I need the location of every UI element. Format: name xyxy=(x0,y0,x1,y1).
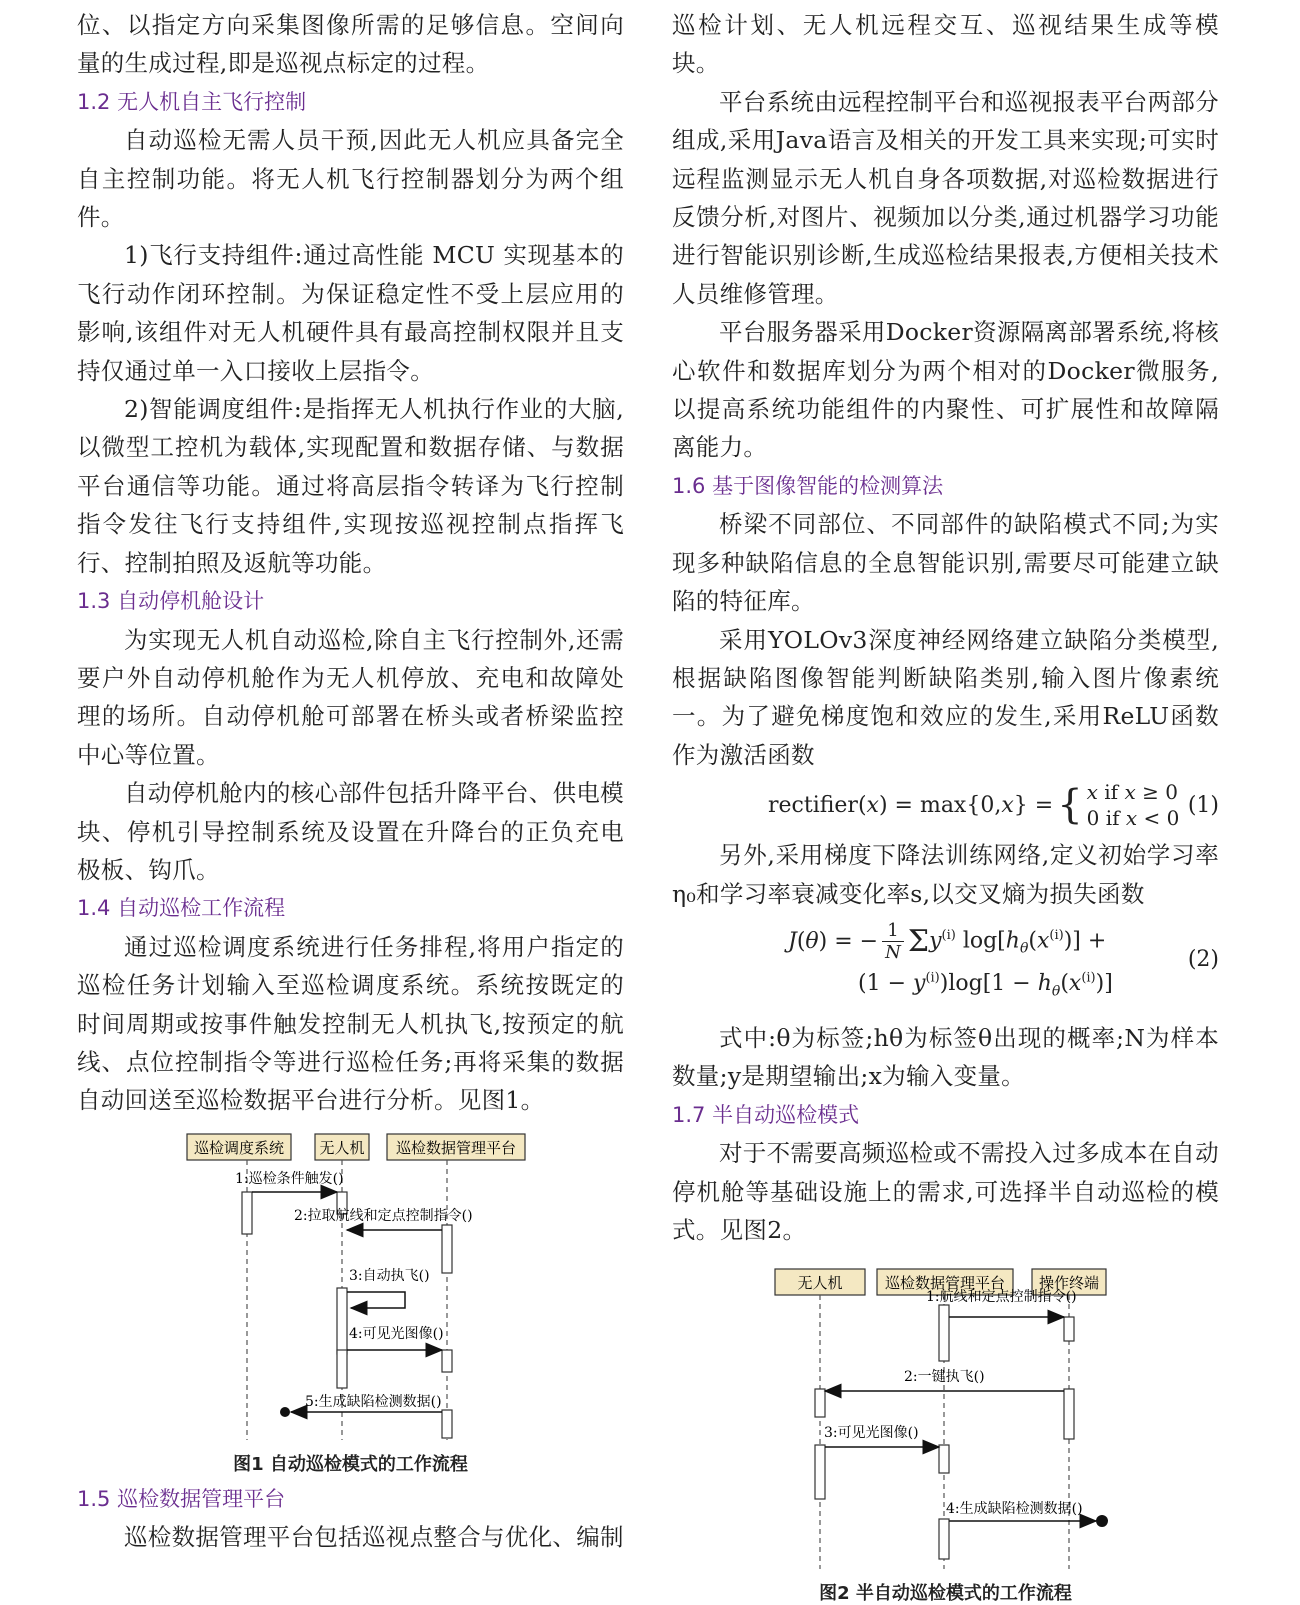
left-column xyxy=(77,0,624,1557)
activation-bar xyxy=(815,1389,825,1417)
paragraph: 自动巡检无需人员干预,因此无人机应具备完全自主控制功能。将无人机飞行控制器划分为两个组件。 xyxy=(77,126,624,232)
equation-1: rectifier(x) = max{0,x} = { x if x ≥ 0 0 if x < 0 (1) xyxy=(768,780,1219,831)
activation-bar xyxy=(337,1350,347,1388)
paragraph: 桥梁不同部位、不同部件的缺陷模式不同;为实现多种缺陷信息的全息智能识别,需要尽可能建立缺陷的特征库。 xyxy=(672,510,1219,616)
figure-1-caption: 图1 自动巡检模式的工作流程 xyxy=(233,1453,468,1475)
message-label: 1:巡检条件触发() xyxy=(235,1170,344,1187)
activation-bar xyxy=(442,1225,452,1273)
message-label: 1:航线和定点控制指令() xyxy=(926,1289,1077,1306)
message-label: 4:生成缺陷检测数据() xyxy=(946,1501,1083,1518)
message-label: 2:拉取航线和定点控制指令() xyxy=(294,1207,473,1224)
figure-2-sequence-diagram xyxy=(672,1249,1219,1579)
section-heading-1-6: 1.6 基于图像智能的检测算法 xyxy=(672,473,944,498)
figure-1-sequence-diagram xyxy=(77,1120,624,1450)
activation-bar xyxy=(442,1350,452,1372)
section-heading-1-4: 1.4 自动巡检工作流程 xyxy=(77,896,286,921)
message-arrow xyxy=(347,1292,405,1308)
activation-bar xyxy=(337,1288,347,1354)
lost-message-endpoint xyxy=(1096,1515,1108,1527)
paragraph: 位、以指定方向采集图像所需的足够信息。空间向量的生成过程,即是巡视点标定的过程。 xyxy=(77,11,624,78)
paragraph: 2)智能调度组件:是指挥无人机执行作业的大脑,以微型工控机为载体,实现配置和数据存储、与数据平台通信等功能。通过将高层指令转译为飞行控制指令发往飞行支持组件,实现按巡视控制点指挥飞行、控制拍照及返航等功能。 xyxy=(77,395,624,577)
message-label: 5:生成缺陷检测数据() xyxy=(305,1393,442,1410)
activation-bar xyxy=(1064,1389,1074,1439)
section-heading-1-5: 1.5 巡检数据管理平台 xyxy=(77,1486,286,1511)
activation-bar xyxy=(815,1445,825,1499)
paragraph: 采用YOLOv3深度神经网络建立缺陷分类模型,根据缺陷图像智能判断缺陷类别,输入图片像素统一。为了避免梯度饱和效应的发生,采用ReLU函数作为激活函数 xyxy=(672,625,1219,769)
actor-label: 巡检数据管理平台 xyxy=(884,1274,1006,1293)
section-heading-1-7: 1.7 半自动巡检模式 xyxy=(672,1102,860,1127)
paragraph: 自动停机舱内的核心部件包括升降平台、供电模块、停机引导控制系统及设置在升降台的正负充电极板、钩爪。 xyxy=(77,779,624,884)
activation-bar xyxy=(242,1192,252,1234)
right-column xyxy=(672,0,1219,1605)
activation-bar xyxy=(442,1410,452,1438)
message-label: 4:可见光图像() xyxy=(349,1325,444,1342)
paragraph: 平台服务器采用Docker资源隔离部署系统,将核心软件和数据库划分为两个相对的Docker微服务,以提高系统功能组件的内聚性、可扩展性和故障隔离能力。 xyxy=(672,318,1219,462)
equation-number: (1) xyxy=(1187,792,1219,818)
activation-bar xyxy=(939,1305,949,1361)
paragraph: 为实现无人机自动巡检,除自主飞行控制外,还需要户外自动停机舱作为无人机停放、充电和故障处理的场所。自动停机舱可部署在桥头或者桥梁监控中心等位置。 xyxy=(77,625,624,769)
section-heading-1-2: 1.2 无人机自主飞行控制 xyxy=(77,89,307,114)
paragraph: 1)飞行支持组件:通过高性能 MCU 实现基本的飞行动作闭环控制。为保证稳定性不受上层应用的影响,该组件对无人机硬件具有最高控制权限并且支持仅通过单一入口接收上层指令。 xyxy=(77,241,624,385)
actor-label: 无人机 xyxy=(797,1274,843,1293)
message-label: 3:自动执飞() xyxy=(349,1267,430,1284)
paragraph: 另外,采用梯度下降法训练网络,定义初始学习率η₀和学习率衰减变化率s,以交叉熵为损失函数 xyxy=(672,841,1219,908)
activation-bar xyxy=(939,1445,949,1473)
activation-bar xyxy=(939,1519,949,1559)
paragraph: 平台系统由远程控制平台和巡视报表平台两部分组成,采用Java语言及相关的开发工具来实现;可实时远程监测显示无人机自身各项数据,对巡检数据进行反馈分析,对图片、视频加以分类,通过机器学习功能进行智能识别诊断,生成巡检结果报表,方便相关技术人员维修管理。 xyxy=(672,87,1219,308)
figure-2-caption: 图2 半自动巡检模式的工作流程 xyxy=(819,1583,1072,1605)
message-label: 2:一键执飞() xyxy=(904,1369,985,1386)
actor-label: 巡检数据管理平台 xyxy=(395,1138,517,1157)
equation-number: (2) xyxy=(1187,946,1219,972)
paragraph: 通过巡检调度系统进行任务排程,将用户指定的巡检任务计划输入至巡检调度系统。系统按既定的时间周期或按事件触发控制无人机执飞,按预定的航线、点位控制指令等进行巡检任务;再将采集的数据自动回送至巡检数据平台进行分析。见图1。 xyxy=(77,932,624,1115)
paragraph: 巡检计划、无人机远程交互、巡视结果生成等模块。 xyxy=(672,11,1219,78)
activation-bar xyxy=(1064,1317,1074,1341)
actor-label: 无人机 xyxy=(319,1138,365,1157)
lost-message-endpoint xyxy=(280,1407,290,1417)
paragraph: 式中:θ为标签;hθ为标签θ出现的概率;N为样本数量;y是期望输出;x为输入变量。 xyxy=(672,1023,1219,1091)
paragraph: 对于不需要高频巡检或不需投入过多成本在自动停机舱等基础设施上的需求,可选择半自动巡检的模式。见图2。 xyxy=(672,1139,1219,1244)
actor-label: 巡检调度系统 xyxy=(193,1138,285,1157)
section-heading-1-3: 1.3 自动停机舱设计 xyxy=(77,589,265,614)
equation-2: J(θ) = − $\frac{1}{N}$ Σ $y^{(i)}$ $\log[h_\theta(x^{(i)})]$ + $(1 - y^{(i)})\log[1 - h_\theta(x^{(i)})]$ (2) xyxy=(788,920,1219,1000)
paragraph: 巡检数据管理平台包括巡视点整合与优化、编制 xyxy=(124,1523,624,1552)
message-label: 3:可见光图像() xyxy=(824,1425,919,1442)
actor-label: 操作终端 xyxy=(1038,1274,1100,1293)
